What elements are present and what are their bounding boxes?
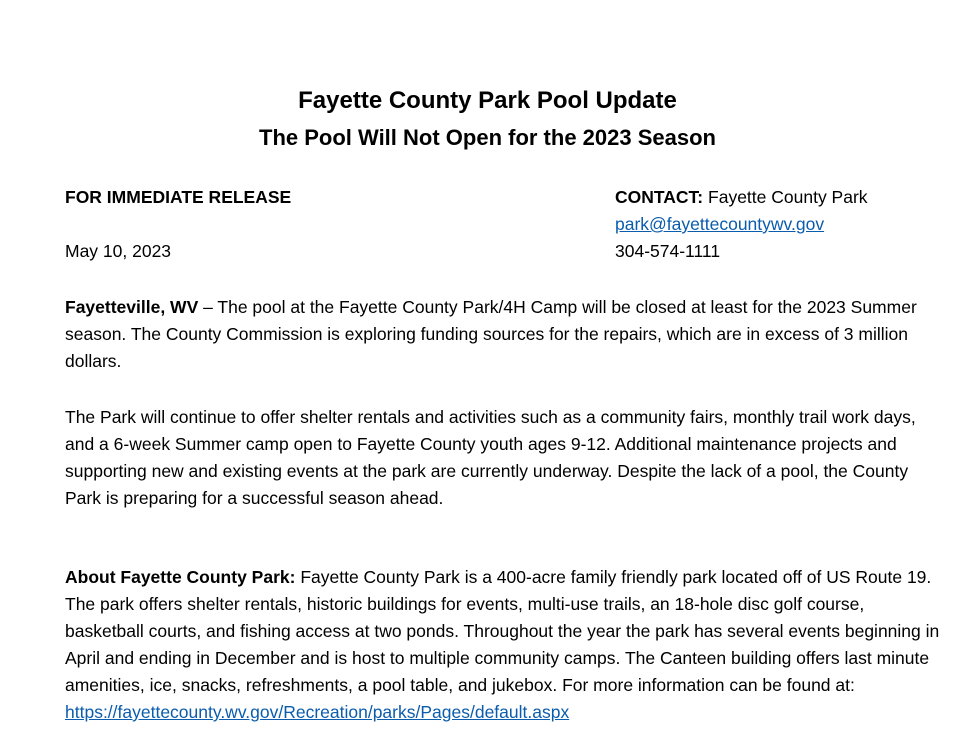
contact-email-line <box>615 211 868 238</box>
release-label: FOR IMMEDIATE RELEASE <box>65 187 292 207</box>
paragraph-announcement <box>65 294 945 375</box>
contact-block <box>615 184 868 265</box>
announcement-text: – The pool at the Fayette County Park/4H Camp will be closed at least for the 2023 Summer season. The County Commission is exploring funding sources for the repairs, which are in excess of 3 million dollars. <box>65 297 917 371</box>
about-text: Fayette County Park is a 400-acre family friendly park located off of US Route 19. The park offers shelter rentals, historic buildings for events, multi-use trails, an 18-hole disc golf course, basketball courts, and fishing access at two ponds. Throughout the year the park has several events beginning in April and ending in December and is host to multiple community camps. The Canteen building offers last minute amenities, ice, snacks, refreshments, a pool table, and jukebox. For more information can be found at: <box>65 567 940 695</box>
contact-email-link[interactable]: park@fayettecountywv.gov <box>615 214 825 234</box>
contact-phone: 304-574-1111 <box>615 241 721 261</box>
page-title: Fayette County Park Pool Update <box>298 87 677 114</box>
paragraph-activities: The Park will continue to offer shelter rentals and activities such as a community fairs, monthly trail work days, and a 6-week Summer camp open to Fayette County youth ages 9-12. Additional maintenance projects and supporting new and existing events at the park are currently underway. Despite the lack of a pool, the County Park is preparing for a successful season ahead. <box>65 407 916 508</box>
contact-name: Fayette County Park <box>708 187 868 207</box>
contact-line <box>615 184 868 211</box>
paragraph-about <box>65 564 945 726</box>
dateline: Fayetteville, WV <box>65 297 199 317</box>
page-subtitle: The Pool Will Not Open for the 2023 Season <box>259 125 716 150</box>
contact-label: CONTACT: <box>615 187 704 207</box>
release-date: May 10, 2023 <box>65 241 172 261</box>
about-label: About Fayette County Park: <box>65 567 296 587</box>
park-website-link[interactable]: https://fayettecounty.wv.gov/Recreation/parks/Pages/default.aspx <box>65 702 570 722</box>
